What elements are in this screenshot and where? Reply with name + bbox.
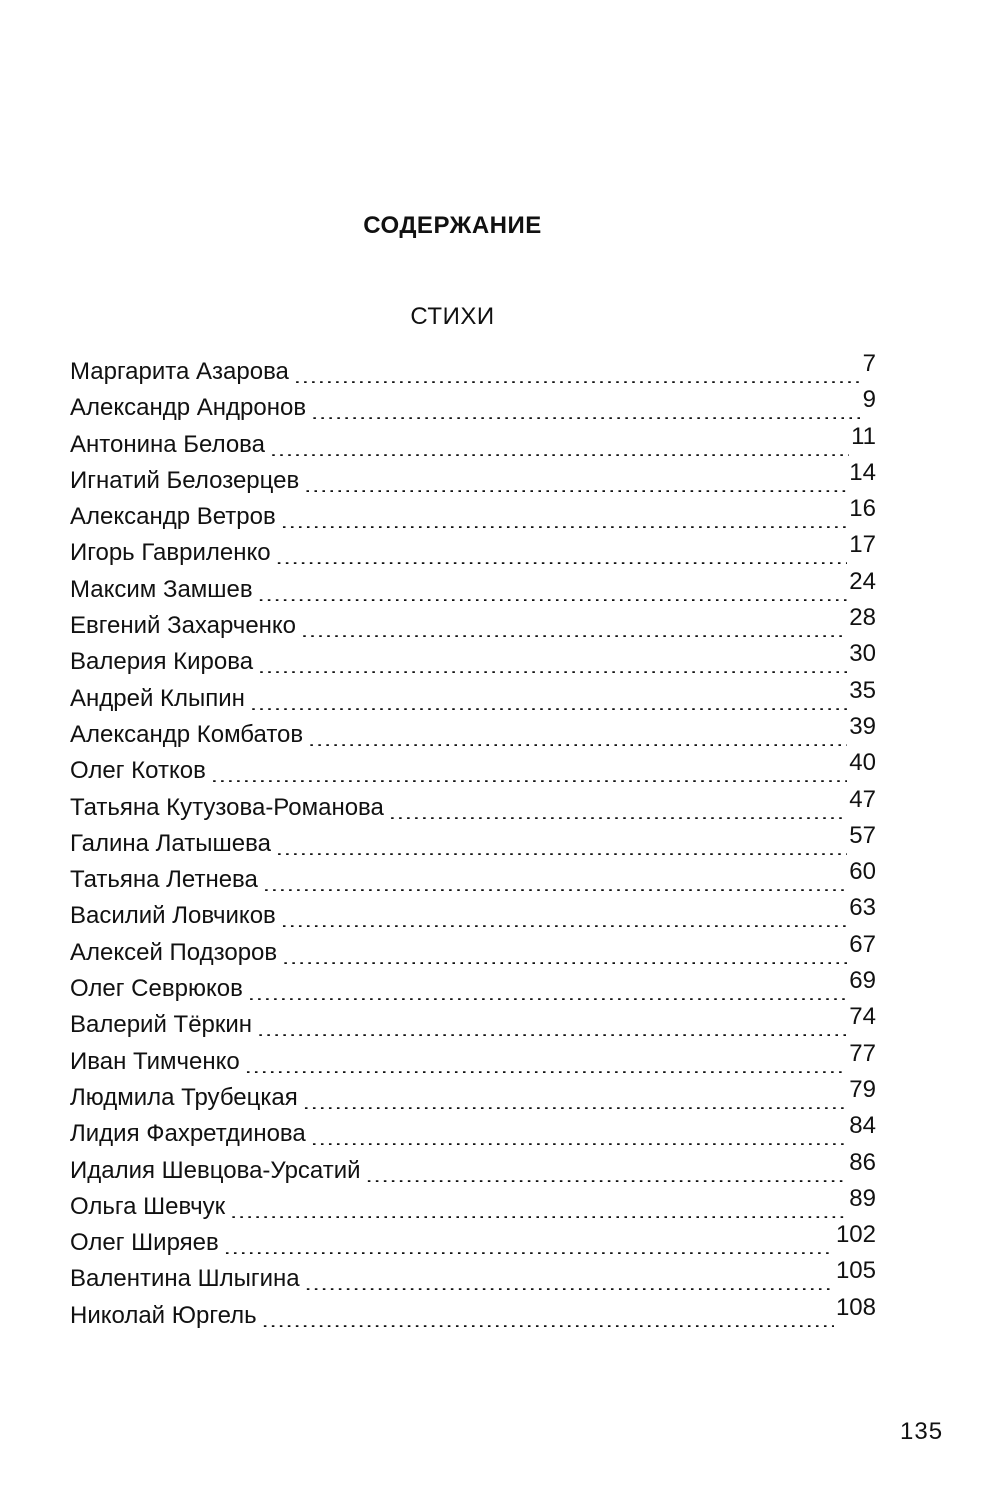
toc-entry-page: 77 [849, 1039, 876, 1067]
toc-entry-page: 14 [849, 458, 876, 486]
toc-entry-leader-dots [251, 686, 847, 710]
toc-entry-leader-dots [309, 722, 847, 746]
toc-entry-author: Иван Тимченко [70, 1047, 240, 1075]
toc-entry-page: 102 [835, 1221, 876, 1249]
toc-entry-author: Валентина Шлыгина [70, 1265, 300, 1293]
toc-entry-leader-dots [312, 395, 861, 419]
toc-entry-author: Максим Замшев [70, 575, 253, 603]
toc-entry [70, 1257, 876, 1297]
toc-entry-author: Олег Котков [70, 757, 206, 785]
toc-entry [70, 604, 876, 644]
toc-entry-author: Ольга Шевчук [70, 1192, 226, 1220]
toc-entry-leader-dots [304, 1085, 848, 1109]
toc-entry-leader-dots [367, 1158, 848, 1182]
toc-entry-page: 28 [849, 604, 876, 632]
toc-entry-leader-dots [259, 649, 847, 673]
toc-entry-author: Галина Латышева [70, 829, 271, 857]
toc-entry [70, 1221, 876, 1261]
toc-entry [70, 1148, 876, 1189]
toc-entry-leader-dots [264, 867, 847, 891]
contents-heading: СОДЕРЖАНИЕ [363, 212, 542, 239]
toc-entry-leader-dots [312, 1121, 848, 1145]
toc-entry-leader-dots [305, 468, 847, 492]
toc-entry [70, 749, 876, 789]
toc-entry-leader-dots [225, 1230, 834, 1254]
toc-entry-page: 57 [849, 821, 876, 849]
toc-entry-leader-dots [271, 432, 849, 456]
toc-entry-page: 74 [849, 1003, 876, 1031]
toc-entry-page: 67 [849, 930, 876, 958]
toc-entry [70, 930, 876, 971]
toc-entry-author: Татьяна Кутузова-Романова [70, 793, 384, 821]
toc-entry-page: 105 [835, 1257, 876, 1285]
toc-entry [70, 1184, 876, 1225]
toc-entry-page: 7 [862, 350, 876, 377]
toc-entry [70, 422, 876, 463]
toc-entry-leader-dots [306, 1266, 834, 1290]
toc-entry-page: 16 [849, 495, 876, 523]
toc-entry-author: Антонина Белова [70, 430, 266, 458]
toc-entry-leader-dots [231, 1194, 847, 1218]
toc-entry [70, 531, 876, 571]
toc-entry-author: Олег Севрюков [70, 975, 243, 1003]
toc-entry [70, 1293, 876, 1334]
toc-entry-page: 108 [835, 1293, 876, 1321]
toc-entry-leader-dots [282, 504, 848, 528]
toc-entry [70, 894, 876, 934]
toc-entry-page: 35 [849, 676, 876, 704]
toc-entry-author: Александр Ветров [70, 503, 276, 531]
toc-entry-leader-dots [277, 831, 847, 855]
toc-entry-page: 9 [862, 386, 876, 414]
toc-entry-author: Николай Юргель [70, 1301, 257, 1329]
toc-entry-author: Лидия Фахретдинова [70, 1120, 306, 1148]
toc-entry [70, 712, 876, 753]
toc-entry-leader-dots [258, 1012, 847, 1036]
toc-entry-author: Александр Андронов [70, 394, 307, 422]
toc-entry [70, 458, 876, 499]
toc-entry-leader-dots [282, 903, 848, 927]
toc-entry-author: Татьяна Летнева [70, 866, 258, 894]
toc-entry [70, 676, 876, 717]
toc-entry [70, 967, 876, 1007]
toc-entry-page: 17 [849, 531, 876, 559]
toc-entry-page: 47 [849, 785, 876, 813]
toc-entry [70, 640, 876, 680]
page-number: 135 [900, 1418, 944, 1445]
toc-entry-author: Александр Комбатов [70, 720, 304, 748]
toc-entry [70, 1075, 876, 1116]
toc-entry-page: 30 [849, 640, 876, 668]
toc-entry-leader-dots [390, 795, 847, 819]
toc-entry-leader-dots [277, 540, 848, 564]
table-of-contents [70, 350, 876, 1334]
toc-entry-page: 39 [849, 712, 876, 740]
toc-entry-author: Игорь Гавриленко [70, 539, 271, 567]
toc-entry-page: 63 [849, 894, 876, 922]
toc-entry-page: 40 [849, 749, 876, 777]
toc-entry-leader-dots [295, 359, 861, 383]
toc-entry-page: 24 [849, 567, 876, 595]
toc-entry-page: 11 [851, 422, 876, 450]
toc-entry-page: 89 [849, 1184, 876, 1212]
toc-entry-leader-dots [212, 758, 847, 782]
toc-entry [70, 1112, 876, 1152]
toc-entry [70, 785, 876, 826]
toc-entry-author: Валерий Тёркин [70, 1011, 253, 1039]
toc-entry-author: Валерия Кирова [70, 648, 254, 676]
toc-entry [70, 1003, 876, 1043]
toc-entry-author: Олег Ширяев [70, 1229, 219, 1257]
toc-entry-author: Маргарита Азарова [70, 358, 289, 385]
toc-entry-author: Алексей Подзоров [70, 938, 278, 966]
toc-entry-page: 86 [849, 1148, 876, 1176]
toc-entry-leader-dots [263, 1303, 834, 1327]
toc-entry-author: Андрей Клыпин [70, 684, 245, 712]
toc-entry [70, 1039, 876, 1080]
toc-entry-author: Евгений Захарченко [70, 612, 297, 640]
toc-entry-leader-dots [259, 577, 848, 601]
toc-entry [70, 386, 876, 426]
toc-entry [70, 821, 876, 862]
toc-entry-leader-dots [249, 976, 847, 1000]
toc-entry-leader-dots [302, 613, 847, 637]
toc-entry [70, 350, 876, 390]
toc-entry-leader-dots [246, 1049, 848, 1073]
toc-entry-leader-dots [283, 940, 847, 964]
toc-entry-page: 60 [849, 858, 876, 886]
toc-entry-page: 79 [849, 1075, 876, 1103]
toc-entry [70, 858, 876, 898]
toc-entry-author: Василий Ловчиков [70, 902, 276, 930]
section-heading: СТИХИ [410, 303, 495, 330]
toc-entry-page: 69 [849, 967, 876, 995]
toc-entry-page: 84 [849, 1112, 876, 1140]
toc-entry [70, 495, 876, 535]
toc-entry-author: Идалия Шевцова-Урсатий [70, 1156, 361, 1184]
toc-entry-author: Игнатий Белозерцев [70, 466, 300, 494]
toc-entry [70, 567, 876, 608]
toc-entry-author: Людмила Трубецкая [70, 1083, 298, 1111]
